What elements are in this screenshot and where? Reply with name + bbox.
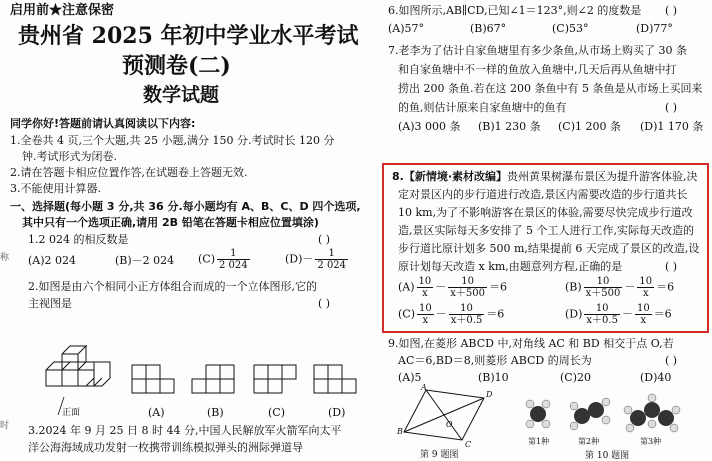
section1-heading-line2: 其中只有一个选项正确,请用 2B 铅笔在答题卡相应位置填涂) xyxy=(22,216,319,229)
notice-greeting: 同学你好!答题前请认真阅读以下内容: xyxy=(10,117,196,130)
exam-title-line2: 预测卷(二) xyxy=(122,53,231,79)
q7-line3: 捞出 200 条鱼.若在这 200 条鱼中有 5 条鱼是从市场上买回来 xyxy=(398,82,703,95)
q3-line2: 洋公海海域成功发射一枚携带训练模拟弹头的洲际弹道导 xyxy=(28,441,303,454)
q6-option-b: (B)67° xyxy=(470,22,507,35)
q6-option-a: (A)57° xyxy=(388,22,425,35)
q8-line2: 定对景区内的步行道进行改造,景区内需要改造的步行道共长 xyxy=(398,188,688,201)
q9-paren: ( ) xyxy=(665,354,678,367)
q2-line1: 2.如图是由六个相同小正方体组合而成的一个立体图形,它的 xyxy=(28,280,317,293)
q6-option-d: (D)77° xyxy=(636,22,673,35)
q9-line1: 9.如图,在菱形 ABCD 中,对角线 AC 和 BD 相交于点 O,若 xyxy=(388,337,674,350)
rhombus-point-c: C xyxy=(465,440,472,449)
q2-option-d: (D) xyxy=(328,406,346,419)
q8-line5: 步行道比原计划多 500 m,结果提前 6 天完成了景区的改造,设 xyxy=(398,242,700,255)
q9-option-c: (C)20 xyxy=(560,371,591,384)
q8-line1: 8.【新情境·素材改编】贵州黄果树瀑布景区为提升游客体验,决 xyxy=(392,170,698,183)
q2-option-b-figure xyxy=(190,363,242,399)
q7-line2: 和自家鱼塘中不一样的鱼放入鱼塘中,几天后再从鱼塘中打 xyxy=(398,63,677,76)
q2-option-d-figure xyxy=(312,363,364,399)
notice-item1b: 钟.考试形式为闭卷. xyxy=(22,150,117,163)
q1-option-b: (B)－2 024 xyxy=(115,254,175,267)
fig9-caption: 第 9 题图 xyxy=(420,450,459,460)
q1-option-c: (C) $\frac{1}{2 024}$ xyxy=(198,248,248,271)
q1-option-a: (A)2 024 xyxy=(28,254,77,267)
rhombus-point-b: B xyxy=(397,427,403,436)
section1-heading-line1: 一、选择题(每小题 3 分,共 36 分.每小题均有 A、B、C、D 四个选项, xyxy=(10,200,361,213)
notice-item3: 3.不能使用计算器. xyxy=(10,182,101,195)
q2-front-label: 正面 xyxy=(62,408,81,418)
notice-item2: 2.请在答题卡相应位置作答,在试题卷上答题无效. xyxy=(10,166,248,179)
fig10-caption: 第 10 题图 xyxy=(585,451,630,461)
q6-paren: ( ) xyxy=(665,4,678,17)
q8-tag: 8.【新情境·素材改编】 xyxy=(392,170,508,183)
q8-option-a: (A) $\frac{10}{x}$ － $\frac{10}{x+500}$ ＝6 xyxy=(398,276,507,299)
q8-option-b: (B) $\frac{10}{x+500}$ － $\frac{10}{x}$ ＝6 xyxy=(565,276,675,299)
confidential-label: 启用前★注意保密 xyxy=(10,3,115,18)
q2-option-a: (A) xyxy=(148,406,165,419)
q8-option-c: (C) $\frac{10}{x}$ － $\frac{10}{x+0.5}$ ＝6 xyxy=(398,303,505,326)
q7-option-c: (C)1 200 条 xyxy=(558,120,621,133)
molecule-label-3: 第3种 xyxy=(640,437,662,446)
molecule-figure xyxy=(520,392,702,442)
q7-line4: 的鱼,则估计原来自家鱼塘中的鱼有 xyxy=(398,101,567,114)
rhombus-point-o: O xyxy=(446,420,453,429)
q8-line6: 原计划每天改造 x km,由题意列方程,正确的是 xyxy=(398,260,623,273)
q9-option-d: (D)40 xyxy=(640,371,672,384)
q2-option-a-figure xyxy=(130,363,182,399)
q8-option-d: (D) $\frac{10}{x+0.5}$ － $\frac{10}{x}$ ＝6 xyxy=(565,303,672,326)
q2-option-c: (C) xyxy=(268,406,285,419)
subject-title: 数学试题 xyxy=(143,84,220,106)
q9-option-a: (A)5 xyxy=(398,371,422,384)
rhombus-point-d: D xyxy=(486,390,493,399)
q2-paren: ( ) xyxy=(318,297,331,310)
q8-line3: 10 km,为了不影响游客在景区的体验,需要尽快完成步行道改 xyxy=(398,206,693,219)
q8-line4: 造,景区实际每天多安排了 5 个工人进行工作,实际每天改造的 xyxy=(398,224,694,237)
margin-mark-1: 称 xyxy=(0,253,10,263)
q3-line1: 3.2024 年 9 月 25 日 8 时 44 分,中国人民解放军火箭军向太平 xyxy=(28,424,342,437)
exam-title-line1: 贵州省 2025 年初中学业水平考试 xyxy=(18,23,359,49)
q6-option-c: (C)53° xyxy=(552,22,589,35)
q7-option-d: (D)1 170 条 xyxy=(640,120,704,133)
q7-option-b: (B)1 230 条 xyxy=(478,120,541,133)
q1-stem: 1.2 024 的相反数是 xyxy=(28,233,129,246)
margin-mark-2: 时 xyxy=(0,421,10,431)
q1-paren: ( ) xyxy=(318,233,331,246)
q2-solid-figure xyxy=(40,315,122,415)
rhombus-point-a: A xyxy=(421,383,427,392)
q2-line2: 主视图是 xyxy=(28,297,72,310)
q7-option-a: (A)3 000 条 xyxy=(398,120,461,133)
q1-option-d: (D)－ $\frac{1}{2 024}$ xyxy=(285,248,347,271)
q2-option-b: (B) xyxy=(207,406,224,419)
q7-paren: ( ) xyxy=(665,101,678,114)
q8-paren: ( ) xyxy=(665,260,678,273)
q9-option-b: (B)10 xyxy=(478,371,509,384)
rhombus-figure xyxy=(396,384,492,446)
q6-line1: 6.如图所示,AB∥CD,已知∠1＝123°,则∠2 的度数是 xyxy=(388,4,642,17)
molecule-label-2: 第2种 xyxy=(578,437,600,446)
molecule-label-1: 第1种 xyxy=(528,437,550,446)
q7-line1: 7.老李为了估计自家鱼塘里有多少条鱼,从市场上购买了 30 条 xyxy=(388,44,687,57)
q2-option-c-figure xyxy=(252,363,304,399)
q9-line2: AC＝6,BD＝8,则菱形 ABCD 的周长为 xyxy=(398,354,592,367)
notice-item1a: 1.全卷共 4 页,三个大题,共 25 小题,满分 150 分.考试时长 120 分 xyxy=(10,134,335,147)
